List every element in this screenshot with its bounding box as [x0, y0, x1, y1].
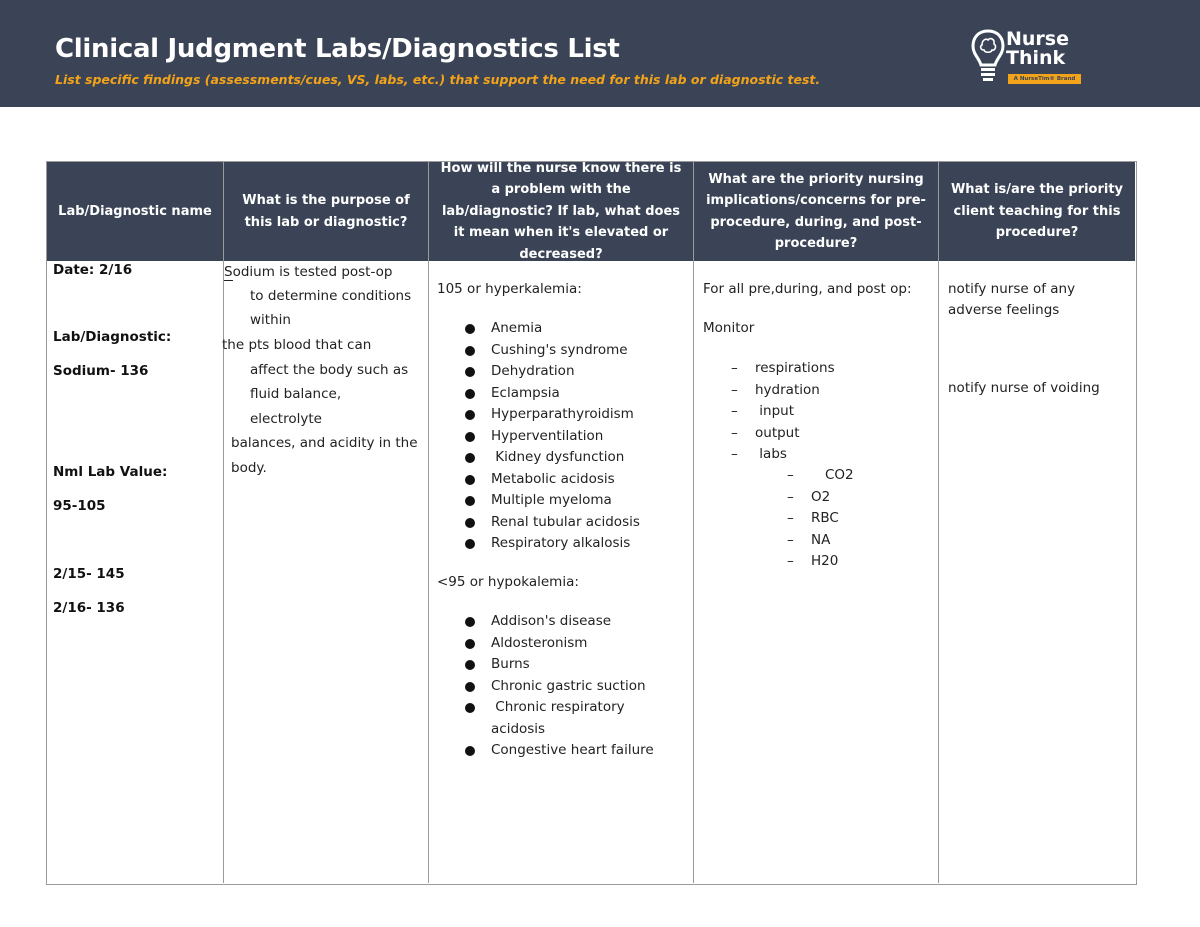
purpose-line: balances, and acidity in the: [231, 435, 418, 451]
bullet-icon: [465, 746, 475, 756]
dash-icon: –: [787, 553, 794, 569]
bullet-icon: [465, 682, 475, 692]
bullet-icon: [465, 453, 475, 463]
bullet-icon: [465, 496, 475, 506]
dash-icon: –: [731, 360, 738, 376]
bullet-icon: [465, 617, 475, 627]
list-item: – hydration: [755, 380, 835, 402]
column-divider: [428, 162, 430, 883]
list-item: – input: [755, 401, 835, 423]
high-heading: 105 or hyperkalemia:: [437, 281, 582, 297]
list-item: – output: [755, 423, 835, 445]
list-item: Eclampsia: [491, 383, 640, 405]
normal-value-label: Nml Lab Value:: [53, 464, 168, 480]
list-item: Multiple myeloma: [491, 490, 640, 512]
list-item: Burns: [491, 654, 654, 676]
dash-icon: –: [731, 403, 738, 419]
bullet-icon: [465, 346, 475, 356]
bullet-icon: [465, 389, 475, 399]
purpose-line: electrolyte: [250, 411, 322, 427]
list-item: – RBC: [811, 508, 854, 530]
list-item: – CO2: [811, 465, 854, 487]
list-item: Metabolic acidosis: [491, 469, 640, 491]
header-teaching: What is/are the priority client teaching for this procedure?: [939, 162, 1135, 261]
bullet-icon: [465, 639, 475, 649]
page-title: Clinical Judgment Labs/Diagnostics List: [55, 34, 620, 64]
bullet-icon: [465, 703, 475, 713]
purpose-line: the pts blood that can: [222, 337, 372, 353]
logo-word-think: Think: [1006, 47, 1066, 69]
bullet-icon: [465, 660, 475, 670]
bullet-icon: [465, 410, 475, 420]
monitor-label: Monitor: [703, 320, 755, 336]
header-lab-name: Lab/Diagnostic name: [47, 162, 223, 261]
list-item: Aldosteronism: [491, 633, 654, 655]
dash-icon: –: [787, 488, 794, 505]
logo-word-nurse: Nurse: [1006, 28, 1069, 50]
teaching-line: adverse feelings: [948, 302, 1060, 318]
list-item: Cushing's syndrome: [491, 340, 640, 362]
list-item: – NA: [811, 530, 854, 552]
purpose-line: to determine conditions: [250, 288, 412, 304]
list-item: – respirations: [755, 358, 835, 380]
header-banner: [0, 0, 1200, 107]
bullet-icon: [465, 539, 475, 549]
list-item: Renal tubular acidosis: [491, 512, 640, 534]
implications-intro: For all pre,during, and post op:: [703, 281, 912, 297]
normal-value: 95-105: [53, 498, 106, 514]
column-divider: [938, 162, 940, 883]
header-implications: What are the priority nursing implications/concerns for pre-procedure, during, and post-procedure?: [694, 162, 938, 261]
lightbulb-brain-icon: [970, 28, 1006, 86]
list-item: – H20: [811, 551, 854, 573]
purpose-line: fluid balance,: [250, 386, 342, 402]
column-divider: [693, 162, 695, 883]
high-causes-list: [491, 318, 640, 555]
dash-icon: –: [731, 381, 738, 398]
bullet-icon: [465, 432, 475, 442]
dash-icon: –: [731, 446, 738, 462]
list-item: Hyperventilation: [491, 426, 640, 448]
list-item-continuation: acidosis: [491, 720, 546, 737]
list-item: Congestive heart failure: [491, 740, 654, 762]
purpose-line: Sodium is tested post-op: [224, 264, 393, 280]
logo-tagline: A NurseTim® Brand: [1008, 74, 1081, 84]
lab-reading: 2/16- 136: [53, 600, 125, 616]
teaching-line: notify nurse of any: [948, 281, 1076, 297]
teaching-line: notify nurse of voiding: [948, 380, 1100, 396]
text-underline-mark: [224, 280, 233, 281]
bullet-icon: [465, 518, 475, 528]
list-item: – labs: [755, 444, 835, 466]
lab-label: Lab/Diagnostic:: [53, 329, 172, 345]
purpose-line: within: [250, 312, 291, 328]
purpose-line: affect the body such as: [250, 362, 409, 378]
list-item: Addison's disease: [491, 611, 654, 633]
low-heading: <95 or hypokalemia:: [437, 574, 579, 590]
monitor-list: [731, 358, 835, 466]
dash-icon: –: [787, 510, 794, 526]
bullet-icon: [465, 475, 475, 485]
header-purpose: What is the purpose of this lab or diagnostic?: [224, 162, 428, 261]
list-item: – O2: [811, 487, 854, 509]
list-item: Anemia: [491, 318, 640, 340]
lab-reading: 2/15- 145: [53, 566, 125, 582]
lab-value: Sodium- 136: [53, 363, 149, 379]
dash-icon: –: [787, 467, 794, 483]
page-subtitle: List specific findings (assessments/cues, VS, labs, etc.) that support the need for this lab or diagnostic test.: [55, 72, 821, 87]
dash-icon: –: [787, 531, 794, 548]
purpose-line: body.: [231, 460, 267, 476]
list-item: Hyperparathyroidism: [491, 404, 640, 426]
bullet-icon: [465, 324, 475, 334]
low-causes-list: [491, 611, 654, 762]
list-item: Respiratory alkalosis: [491, 533, 640, 555]
list-item: Dehydration: [491, 361, 640, 383]
nursethink-logo: [970, 28, 1085, 90]
list-item: Chronic respiratory: [491, 697, 654, 719]
dash-icon: –: [731, 424, 738, 441]
header-problem: How will the nurse know there is a problem with the lab/diagnostic? If lab, what does it mean when it's elevated or decreased?: [429, 162, 693, 261]
list-item: Chronic gastric suction: [491, 676, 654, 698]
list-item: Kidney dysfunction: [491, 447, 640, 469]
lab-date: Date: 2/16: [53, 262, 133, 278]
labs-sublist: [787, 465, 854, 573]
bullet-icon: [465, 367, 475, 377]
